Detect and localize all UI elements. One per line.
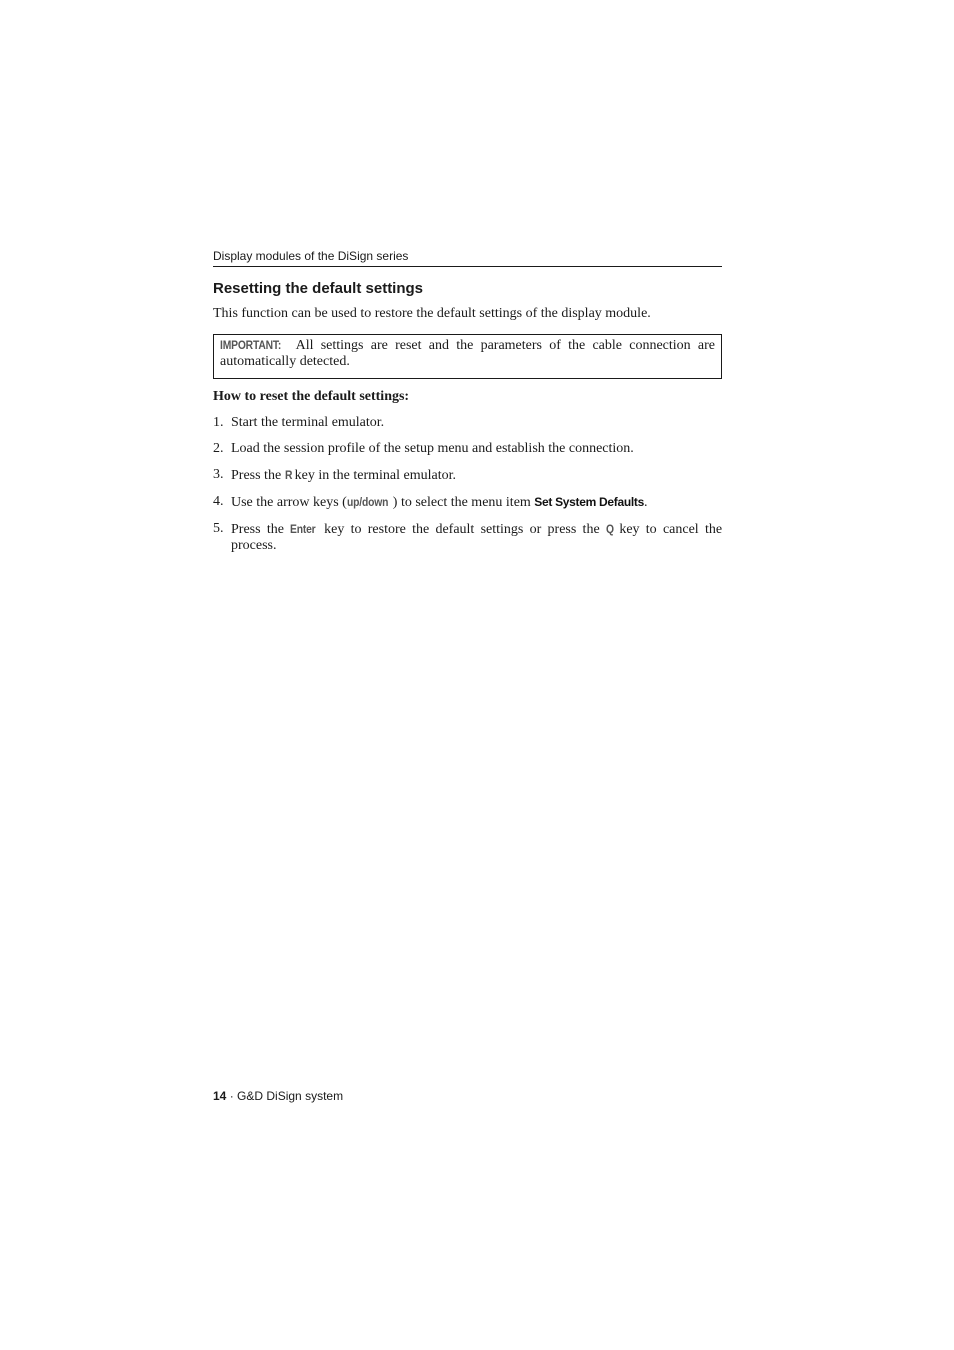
key-q: Q [605, 522, 614, 536]
step-number: 5. [213, 521, 224, 536]
running-header: Display modules of the DiSign series [213, 248, 722, 267]
step-text: Press the [231, 522, 284, 537]
step-text: key to cancel the process. [231, 522, 723, 553]
howto-heading: How to reset the default settings: [213, 389, 410, 404]
page-number: 14 [213, 1089, 227, 1103]
list-item [213, 521, 722, 554]
list-item [213, 494, 722, 511]
step-number: 1. [213, 415, 224, 430]
step-text: key in the terminal emulator. [294, 468, 456, 483]
list-item [213, 441, 722, 457]
step-number: 4. [213, 494, 224, 509]
step-text: Start the terminal emulator. [231, 415, 385, 430]
steps-list [213, 415, 722, 564]
step-text: Use the arrow keys ( [231, 495, 347, 510]
intro-paragraph: This function can be used to restore the default settings of the display module. [213, 306, 651, 321]
page-footer [213, 1088, 343, 1104]
list-item [213, 415, 722, 431]
footer-separator: · [229, 1089, 234, 1103]
step-text: . [643, 495, 648, 510]
section-title: Resetting the default settings [213, 280, 424, 297]
list-item [213, 467, 722, 484]
key-up-down: up/down [346, 495, 389, 509]
footer-title: G&D DiSign system [237, 1089, 344, 1103]
step-number: 3. [213, 467, 224, 482]
step-text: Press the [231, 468, 282, 483]
step-number: 2. [213, 441, 224, 456]
important-label: IMPORTANT: [220, 338, 282, 352]
important-note [213, 334, 722, 379]
key-enter: Enter [290, 522, 316, 536]
important-text: All settings are reset and the parameters of the cable connection are automatically detected. [220, 338, 716, 369]
step-text: key to restore the default settings or press the [324, 522, 600, 537]
menu-item-set-system-defaults: Set System Defaults [534, 495, 644, 509]
document-page [213, 0, 722, 1350]
step-text: ) to select the menu item [392, 495, 531, 510]
key-r: R [284, 468, 292, 482]
step-text: Load the session profile of the setup menu and establish the connection. [231, 441, 634, 456]
